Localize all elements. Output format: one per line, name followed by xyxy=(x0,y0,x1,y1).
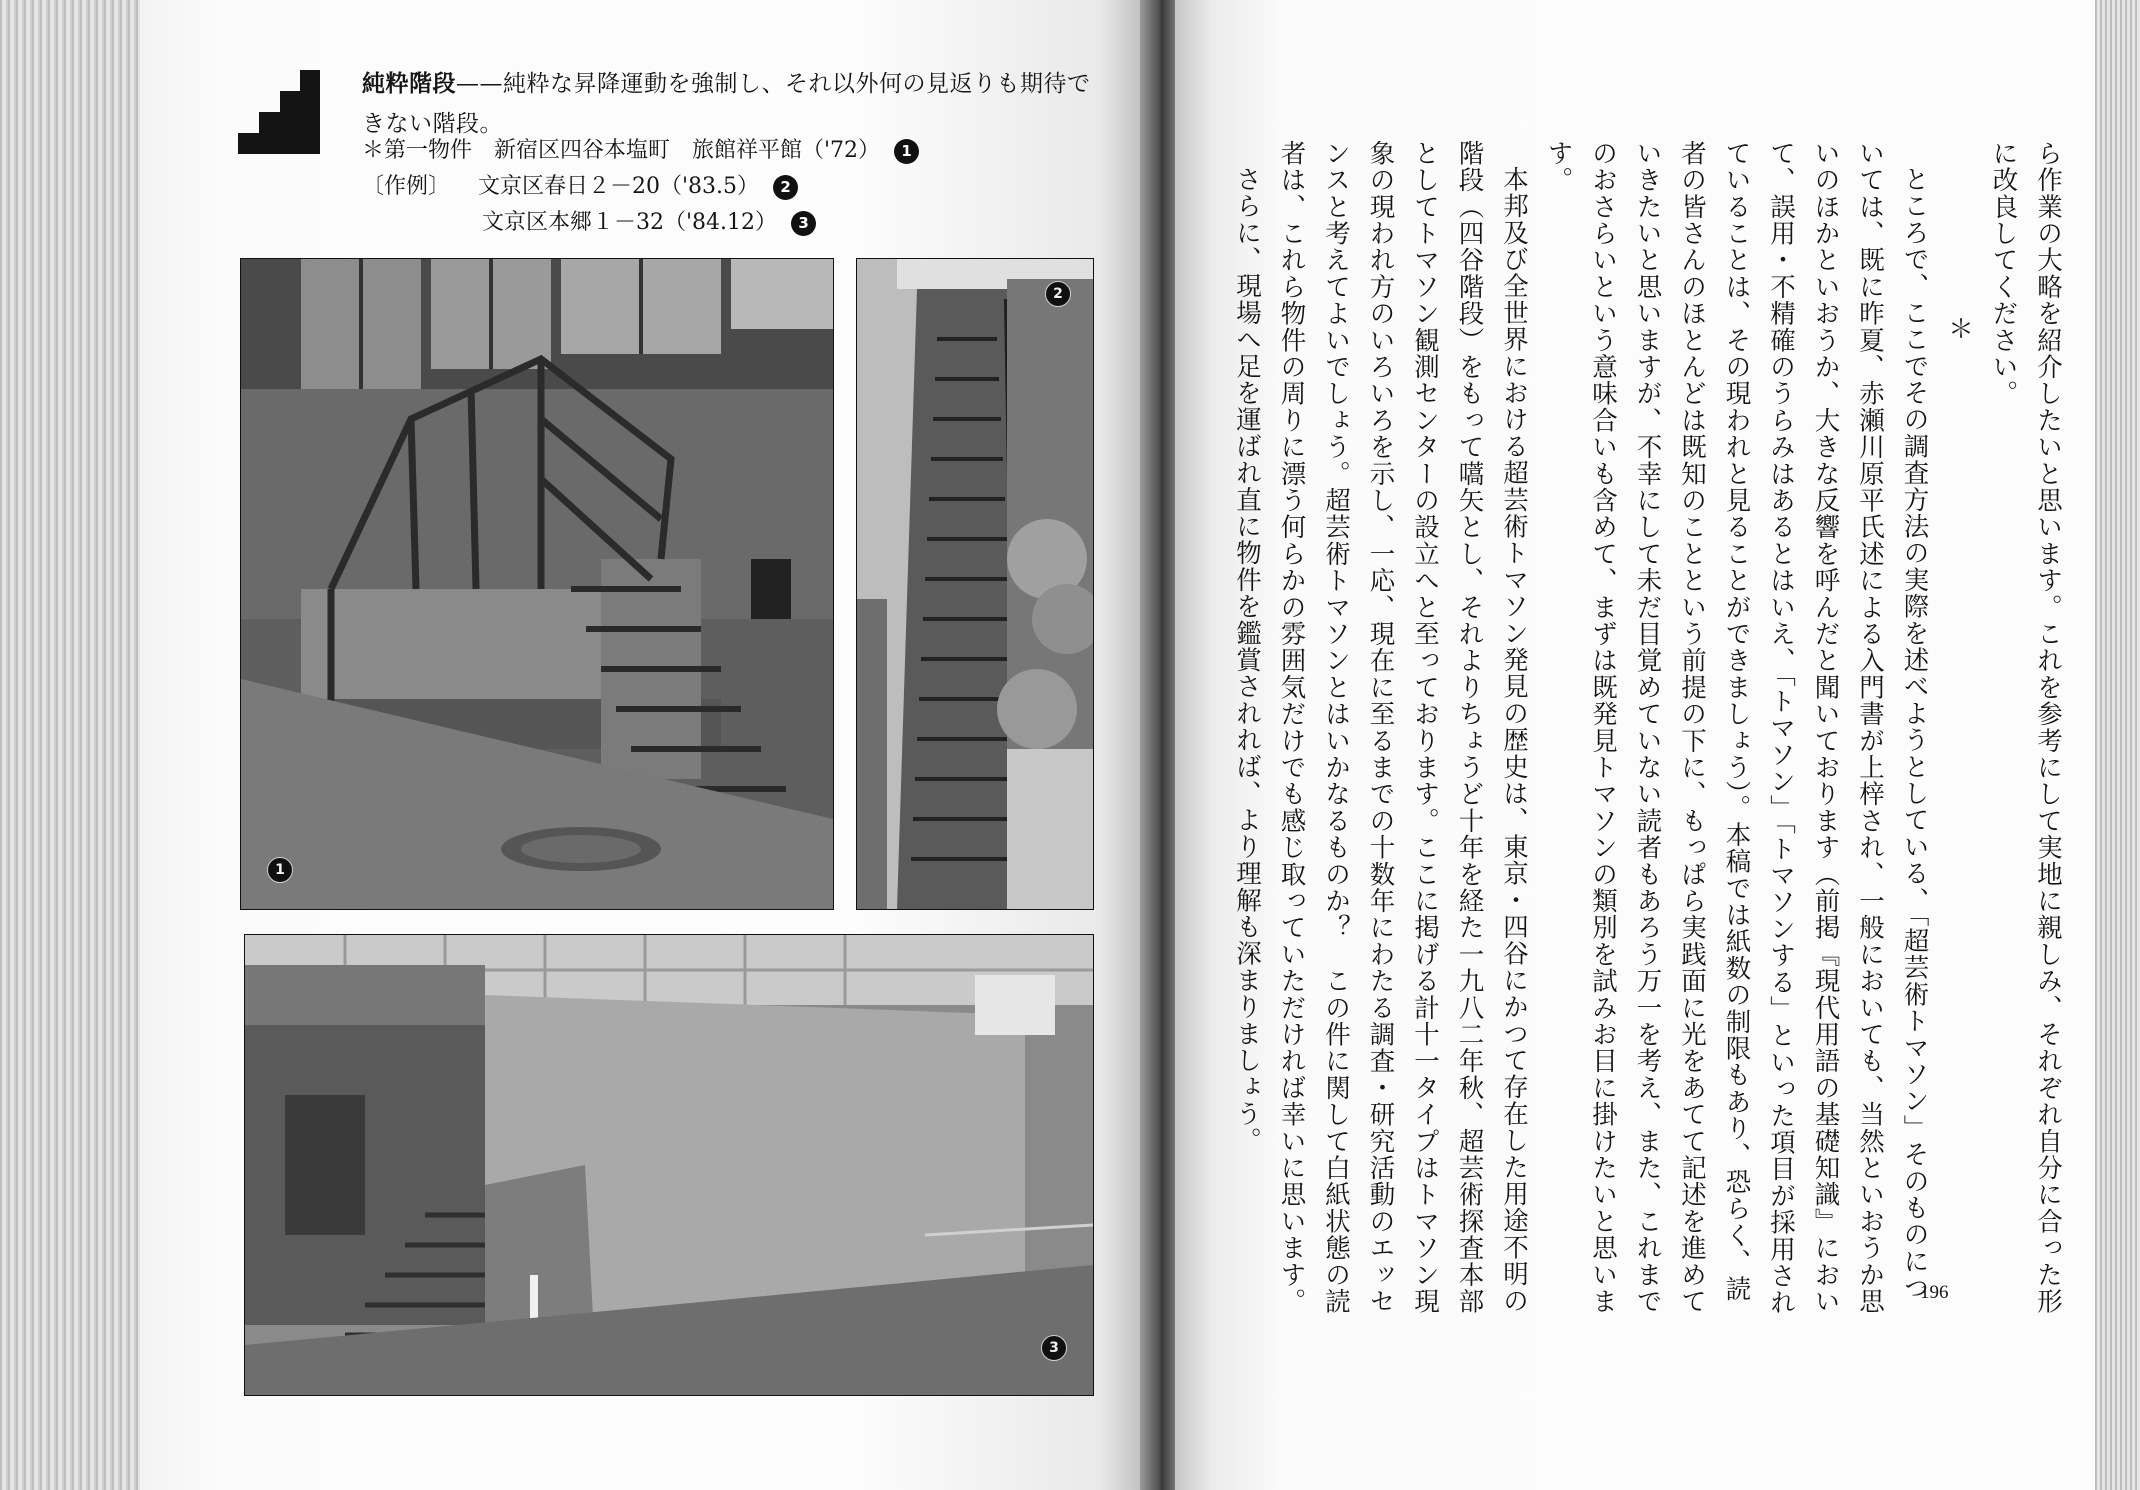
photo-1-ryokan-stairs xyxy=(240,258,834,910)
photo-3-wall-stairs xyxy=(244,934,1094,1396)
photo-2-iron-stairs xyxy=(856,258,1094,910)
page-number: 196 xyxy=(1920,1282,1949,1303)
photo-3-image xyxy=(245,935,1093,1395)
photo-number-badge: 2 xyxy=(1045,281,1071,307)
paragraph-continuation: ら作業の大略を紹介したいと思います。これを参考にして実地に親しみ、それぞれ自分に合った形に改良してください。 xyxy=(1988,140,2063,1315)
first-property-text: ＊第一物件 新宿区四谷本塩町 旅館祥平館（'72） xyxy=(362,138,881,163)
photo-ref-number: 1 xyxy=(894,139,919,164)
heading-definition xyxy=(362,64,1107,144)
book-gutter xyxy=(1140,0,1180,1490)
photo-number-badge: 1 xyxy=(267,857,293,883)
photo-ref-number: 3 xyxy=(791,211,816,236)
vertical-body-text xyxy=(1220,140,2070,1320)
paragraph-history: 本邦及び全世界における超芸術トマソン発見の歴史は、東京・四谷にかつて存在した用途不明の階段（四谷階段）をもって嚆矢とし、それよりちょうど十年を経た一九八二年秋、超芸術探査本部としてトマソン観測センターの設立へと至っております。ここに掲げる計十一タイプはトマソン現象の現われ方のいろいろを示し、一応、現在に至るまでの十数年にわたる調査・研究活動のエッセンスと考えてよいでしょう。超芸術トマソンとはいかなるものか？ この件に関して白紙状態の読者は、これら物件の周りに漂う何らかの雰囲気だけでも感じ取っていただければ幸いに思います。 xyxy=(1276,140,1529,1315)
examples-line-1 xyxy=(362,172,798,202)
staircase-icon xyxy=(238,70,320,154)
section-asterisk: ＊ xyxy=(1944,315,1974,342)
paragraph-tomason-intro: ところで、ここでその調査方法の実際を述べようとしている、「超芸術トマソン」そのものについては、既に昨夏、赤瀬川原平氏述による入門書が上梓され、一般においても、当然といおうか思いのほかといおうか、大きな反響を呼んだと聞いております（前掲『現代用語の基礎知識』において、誤用・不精確のうらみはあるとはいえ、「トマソン」「トマソンする」といった項目が採用されていることは、その現われと見ることができましょう）。本稿では紙数の制限もあり、恐らく、読者の皆さんのほとんどは既知のことという前提の下に、もっぱら実践面に光をあてて記述を進めていきたいと思いますが、不幸にして未だ目覚めていない読者もあろう万一を考え、また、これまでのおさらいという意味合いも含めて、まずは既発見トマソンの類別を試みお目に掛けたいと思います。 xyxy=(1543,140,1930,1316)
heading-definition-text: ——純粋な昇降運動を強制し、それ以外何の見返りも期待できない階段。 xyxy=(362,71,1091,137)
examples-line-2 xyxy=(482,208,816,238)
photo-ref-number: 2 xyxy=(773,175,798,200)
example-text: 文京区本郷１－32（'84.12） xyxy=(482,210,778,235)
photo-number-badge: 3 xyxy=(1041,1335,1067,1361)
heading-term: 純粋階段 xyxy=(362,71,456,97)
examples-label: 〔作例〕 xyxy=(362,174,451,199)
photo-1-image xyxy=(241,259,833,909)
photo-2-image xyxy=(857,259,1093,909)
right-page-edges xyxy=(2095,0,2140,1490)
first-property-line xyxy=(362,136,919,166)
example-text: 文京区春日２－20（'83.5） xyxy=(478,174,760,199)
paragraph-visit: さらに、現場へ足を運ばれ直に物件を鑑賞されれば、より理解も深まりましょう。 xyxy=(1232,165,1262,1154)
left-page-edges xyxy=(0,0,150,1490)
